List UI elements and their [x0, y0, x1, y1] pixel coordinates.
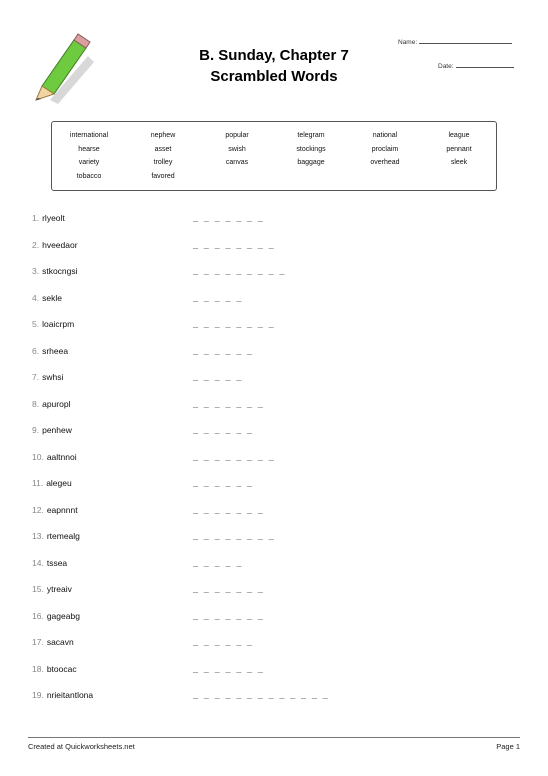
question-item: [32, 690, 93, 700]
scrambled-word: stkocngsi: [42, 266, 78, 276]
answer-blanks[interactable]: _ _ _ _ _ _: [193, 638, 253, 648]
question-item: [32, 452, 77, 462]
answer-blanks[interactable]: _ _ _ _ _ _: [193, 479, 253, 489]
pencil-icon: [28, 28, 94, 104]
answer-blanks[interactable]: _ _ _ _ _: [193, 373, 242, 383]
scrambled-word: penhew: [42, 425, 72, 435]
date-line[interactable]: [456, 62, 514, 68]
word-bank-item: baggage: [297, 159, 325, 166]
word-bank: [51, 121, 497, 191]
answer-blanks[interactable]: _ _ _ _ _ _ _: [193, 664, 264, 675]
question-number: 1.: [32, 213, 40, 223]
scrambled-word: btoocac: [46, 663, 77, 674]
footer-divider: [28, 737, 520, 738]
question-item: [32, 240, 78, 250]
question-item: [32, 266, 78, 276]
question-number: 13.: [32, 531, 44, 541]
question-item: [32, 531, 80, 541]
word-bank-item: favored: [151, 172, 175, 180]
word-bank-item: canvas: [225, 159, 249, 166]
question-item: [32, 213, 65, 223]
scrambled-word: nrieitantlona: [46, 690, 94, 700]
question-item: [32, 664, 77, 674]
answer-blanks[interactable]: _ _ _ _ _ _ _ _: [193, 240, 275, 251]
scrambled-word: swhsi: [42, 372, 64, 382]
question-number: 9.: [32, 425, 40, 435]
word-bank-item: asset: [154, 145, 172, 153]
word-bank-item: nephew: [150, 132, 176, 139]
answer-blanks[interactable]: _ _ _ _ _ _ _: [193, 214, 264, 224]
question-number: 19.: [32, 690, 44, 700]
answer-blanks[interactable]: _ _ _ _ _: [193, 558, 242, 569]
question-number: 15.: [32, 584, 44, 594]
word-bank-item: overhead: [370, 159, 400, 166]
scrambled-word: gageabg: [46, 610, 80, 621]
question-item: [32, 372, 63, 382]
question-item: [32, 399, 70, 409]
question-item: [32, 293, 62, 303]
question-item: [32, 346, 68, 356]
question-number: 11.: [32, 478, 44, 488]
scrambled-word: alegeu: [46, 478, 72, 488]
question-item: [32, 478, 72, 488]
word-bank-item: stockings: [296, 145, 326, 153]
answer-blanks[interactable]: _ _ _ _ _: [193, 293, 242, 304]
scrambled-word: eapnnnt: [46, 504, 78, 515]
page-number: Page 1: [496, 742, 520, 751]
question-number: 4.: [32, 292, 40, 303]
question-number: 10.: [32, 451, 44, 462]
answer-blanks[interactable]: _ _ _ _ _ _ _ _: [193, 532, 275, 542]
question-number: 17.: [32, 637, 44, 647]
question-item: [32, 611, 80, 621]
word-bank-item: league: [448, 132, 470, 139]
page-subtitle: Scrambled Words: [210, 68, 338, 85]
word-bank-item: tobacco: [76, 172, 102, 180]
question-number: 18.: [32, 663, 44, 674]
question-number: 8.: [32, 398, 40, 409]
word-bank-item: national: [372, 132, 398, 139]
name-line[interactable]: [419, 38, 512, 44]
answer-blanks[interactable]: _ _ _ _ _ _ _: [193, 585, 264, 595]
answer-blanks[interactable]: _ _ _ _ _ _ _: [193, 399, 264, 410]
scrambled-word: hveedaor: [42, 239, 78, 250]
date-label: Date:: [438, 63, 454, 70]
footer-credit: Created at Quickworksheets.net: [28, 742, 135, 751]
question-item: [32, 319, 74, 329]
answer-blanks[interactable]: _ _ _ _ _ _ _: [193, 611, 264, 622]
word-bank-item: pennant: [446, 145, 472, 153]
word-bank-item: trolley: [153, 159, 173, 166]
answer-blanks[interactable]: _ _ _ _ _ _: [193, 426, 253, 436]
scrambled-word: loaicrpm: [42, 319, 75, 329]
word-bank-item: hearse: [78, 145, 100, 153]
answer-blanks[interactable]: _ _ _ _ _ _ _ _: [193, 320, 275, 330]
scrambled-word: tssea: [46, 557, 68, 568]
question-number: 6.: [32, 345, 40, 356]
scrambled-word: rtemealg: [46, 531, 80, 541]
question-number: 2.: [32, 239, 40, 250]
scrambled-word: ytreaiv: [46, 584, 72, 594]
scrambled-word: aaltnnoi: [46, 451, 77, 462]
answer-blanks[interactable]: _ _ _ _ _ _: [193, 346, 253, 357]
word-bank-item: variety: [78, 159, 100, 166]
answer-blanks[interactable]: _ _ _ _ _ _ _: [193, 505, 264, 516]
question-number: 16.: [32, 610, 44, 621]
question-item: [32, 505, 78, 515]
word-bank-item: popular: [225, 132, 249, 139]
name-field[interactable]: [398, 38, 512, 46]
name-label: Name:: [398, 39, 418, 46]
scrambled-word: srheea: [42, 345, 69, 356]
word-bank-item: telegram: [297, 132, 325, 139]
scrambled-word: rlyeolt: [42, 213, 65, 223]
page-title: B. Sunday, Chapter 7: [199, 47, 349, 64]
word-bank-item: swish: [228, 145, 246, 153]
word-bank-item: sleek: [450, 159, 468, 166]
word-bank-item: international: [69, 132, 109, 139]
scrambled-word: sacavn: [46, 637, 74, 647]
question-number: 3.: [32, 266, 40, 276]
scrambled-word: apuropl: [42, 398, 71, 409]
answer-blanks[interactable]: _ _ _ _ _ _ _ _ _ _ _ _ _: [193, 691, 329, 701]
question-item: [32, 425, 72, 435]
word-bank-item: proclaim: [371, 145, 399, 153]
question-item: [32, 584, 72, 594]
question-number: 12.: [32, 504, 44, 515]
question-number: 14.: [32, 557, 44, 568]
question-item: [32, 637, 74, 647]
answer-blanks[interactable]: _ _ _ _ _ _ _ _ _: [193, 267, 285, 277]
date-field[interactable]: [438, 62, 514, 70]
question-item: [32, 558, 67, 568]
question-number: 7.: [32, 372, 40, 382]
scrambled-word: sekle: [42, 292, 62, 303]
question-number: 5.: [32, 319, 40, 329]
answer-blanks[interactable]: _ _ _ _ _ _ _ _: [193, 452, 275, 463]
